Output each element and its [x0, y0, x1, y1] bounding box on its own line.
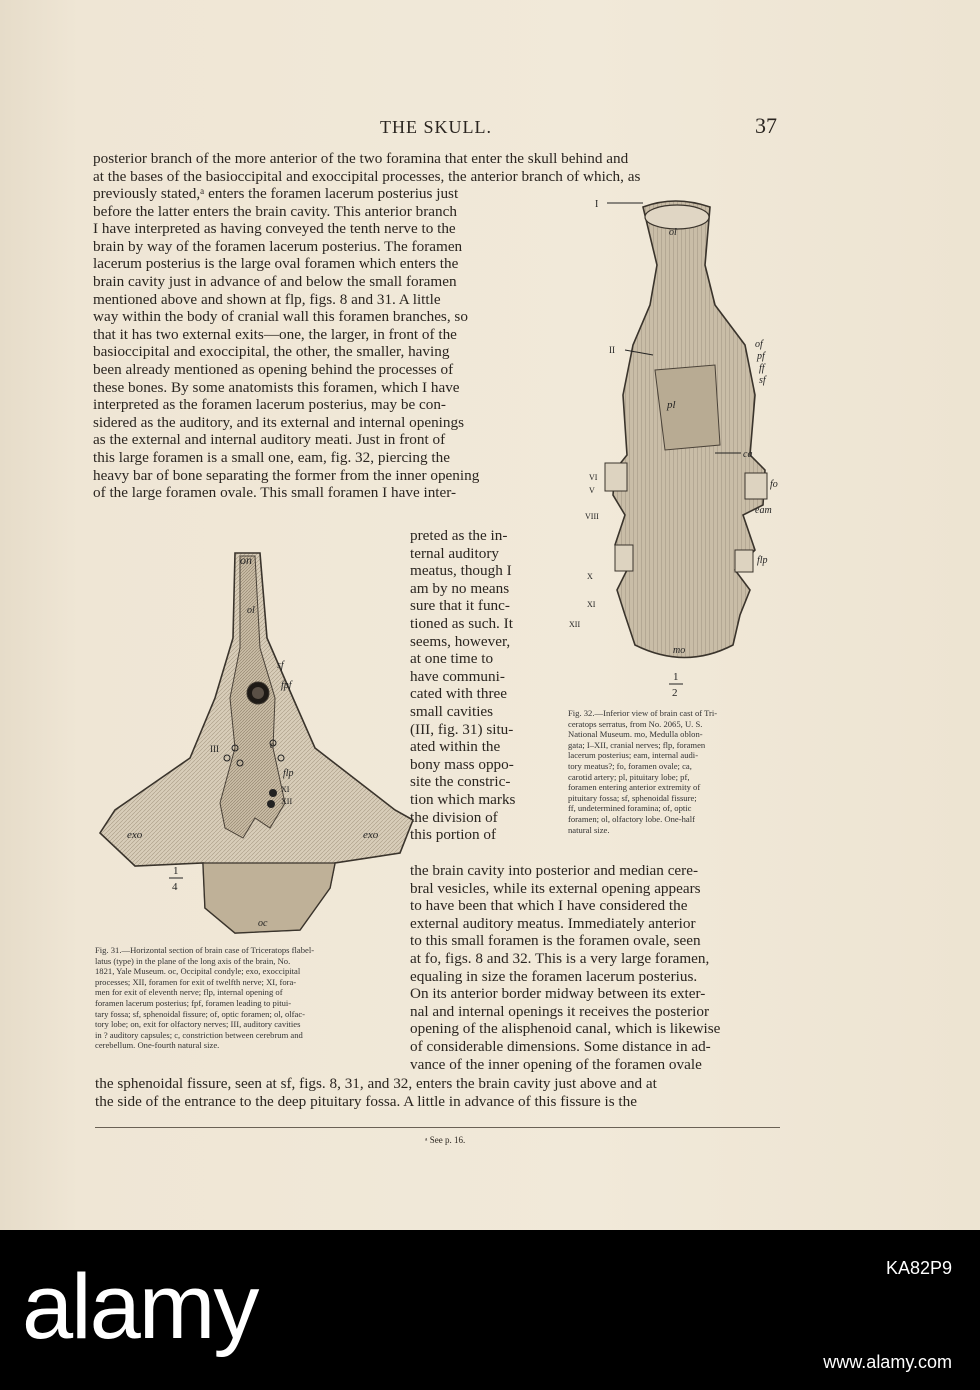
- text-line: tion which marks: [410, 790, 516, 808]
- text-line: equaling in size the foramen lacerum posterius.: [410, 967, 698, 985]
- text-line: I have interpreted as having conveyed the tenth nerve to the: [93, 220, 456, 238]
- text-line: brain by way of the foramen lacerum posterius. The foramen: [93, 237, 463, 255]
- fpf-foramen-inner: [252, 687, 264, 699]
- fig31-label-fpf: fpf: [281, 680, 292, 691]
- pituitary-lobe: [655, 365, 720, 450]
- occipital-condyle: [203, 863, 335, 933]
- text-line: before the latter enters the brain cavity. This anterior branch: [93, 202, 457, 220]
- fig31-label-xii: XII: [281, 797, 293, 806]
- footnote: ᵃ See p. 16.: [425, 1135, 466, 1145]
- fig31-label-ol: ol: [247, 605, 255, 616]
- fig32-illustration: [565, 195, 790, 700]
- text-line: On its anterior border midway between its exter-: [410, 985, 706, 1003]
- foramen-xii: [267, 800, 275, 808]
- fig32-scale-num: 1: [673, 671, 679, 683]
- page-number: 37: [755, 113, 777, 138]
- text-line: am by no means: [410, 579, 510, 597]
- text-line: heavy bar of bone separating the former from the inner opening: [93, 466, 480, 484]
- nerve-stub-left: [605, 463, 627, 491]
- fig31-label-on: on: [240, 553, 252, 567]
- fig31-label-c: c: [270, 740, 274, 750]
- caption-line: natural size.: [568, 824, 610, 835]
- caption-line: National Museum. mo, Medulla oblon-: [568, 729, 703, 740]
- fig31-scale-den: 4: [172, 881, 178, 893]
- fig31-label-exo-right: exo: [363, 829, 379, 841]
- text-line: been already mentioned as opening behind the processes of: [93, 360, 454, 378]
- text-left-block: [93, 185, 555, 502]
- text-line: the division of: [410, 808, 498, 826]
- fig31-label-flp: flp: [283, 768, 294, 779]
- fig31-label-oc: oc: [258, 918, 268, 929]
- fig32-label-v: V: [589, 486, 595, 495]
- fig32-label-sf: sf: [759, 375, 766, 386]
- caption-line: in ? auditory capsules; c, constriction between cerebrum and: [95, 1029, 303, 1040]
- text-line: previously stated,ᵃ enters the foramen lacerum posterius just: [93, 185, 459, 202]
- text-line: interpreted as the foramen lacerum posterius, may be con-: [93, 396, 446, 414]
- caption-line: carotid artery; pl, pituitary lobe; pf,: [568, 771, 690, 782]
- caption-line: ff, undetermined foramina; of, optic: [568, 803, 692, 814]
- caption-line: tary fossa; sf, sphenoidal fissure; of, optic foramen; ol, olfac-: [95, 1008, 306, 1019]
- text-line: ated within the: [410, 738, 501, 756]
- text-line: of the large foramen ovale. This small foramen I have inter-: [93, 484, 457, 502]
- text-line: opening of the alisphenoid canal, which is likewise: [410, 1020, 721, 1038]
- footnote-rule: [95, 1127, 780, 1128]
- fig32-label-flp: flp: [757, 555, 768, 566]
- text-bottom-block: [95, 1075, 780, 1110]
- text-line: seems, however,: [410, 632, 511, 650]
- text-line: sidered as the auditory, and its external and internal openings: [93, 413, 464, 431]
- text-line: basioccipital and exoccipital, the other, the smaller, having: [93, 343, 450, 361]
- fig32-label-ol: ol: [669, 227, 677, 238]
- fig31-label-xi: XI: [281, 785, 290, 794]
- fig32-label-fo: fo: [770, 479, 778, 490]
- text-line: have communi-: [410, 667, 505, 685]
- text-line: to this small foramen is the foramen ovale, seen: [410, 932, 701, 950]
- text-line: meatus, though I: [410, 562, 512, 580]
- caption-line: Fig. 31.—Horizontal section of brain case of Triceratops flabel-: [95, 945, 315, 955]
- fig31-label-iii: III: [210, 744, 219, 754]
- text-line: sure that it func-: [410, 597, 510, 615]
- fig32-label-ca: ca: [743, 449, 753, 460]
- text-line: this large foramen is a small one, eam, fig. 32, piercing the: [93, 448, 450, 466]
- fig32-label-xi: XI: [587, 600, 596, 609]
- caption-line: Fig. 32.—Inferior view of brain cast of Tri-: [568, 708, 718, 718]
- caption-line: 1821, Yale Museum. oc, Occipital condyle; exo, exoccipital: [95, 966, 301, 977]
- caption-line: latus (type) in the plane of the long axis of the brain, No.: [95, 955, 291, 966]
- caption-line: foramen lacerum posterius; fpf, foramen leading to pitui-: [95, 997, 292, 1008]
- fig32-label-eam: eam: [755, 505, 772, 516]
- caption-line: gata; I–XII, cranial nerves; flp, foramen: [568, 739, 706, 750]
- fig31-label-exo-left: exo: [127, 829, 143, 841]
- caption-line: processes; XII, foramen for exit of twelfth nerve; XI, fora-: [95, 976, 297, 987]
- text-line: mentioned above and shown at flp, figs. 8 and 31. A little: [93, 290, 441, 308]
- text-line: the side of the entrance to the deep pituitary fossa. A little in advance of this fissure is the: [95, 1092, 637, 1110]
- fig32-label-pl: pl: [667, 399, 676, 411]
- fig32-label-vi: VI: [589, 473, 598, 482]
- nerve-stub-x: [615, 545, 633, 571]
- caption-line: foramen; ol, olfactory lobe. One-half: [568, 813, 695, 824]
- text-line: to have been that which I have considered the: [410, 897, 688, 915]
- caption-line: cerebellum. One-fourth natural size.: [95, 1040, 220, 1051]
- text-line: the brain cavity into posterior and median cere-: [410, 862, 699, 879]
- text-line: vance of the inner opening of the foramen ovale: [410, 1055, 702, 1073]
- text-line: nal and internal openings it receives the posterior: [410, 1002, 710, 1020]
- fig31-scale-num: 1: [173, 865, 179, 877]
- fig32-label-viii: VIII: [585, 512, 599, 521]
- text-line: small cavities: [410, 702, 494, 720]
- text-line: site the constric-: [410, 773, 511, 791]
- text-narrow-column: [410, 527, 555, 844]
- text-line: bony mass oppo-: [410, 755, 514, 773]
- fig32-label-x: X: [587, 572, 593, 581]
- text-line: (III, fig. 31) situ-: [410, 720, 514, 738]
- text-line: cated with three: [410, 685, 507, 703]
- fig32-caption: [568, 708, 783, 835]
- fig32-scale-den: 2: [672, 687, 678, 699]
- text-mid-block: [410, 862, 780, 1073]
- text-line: this portion of: [410, 826, 497, 844]
- fig32-label-of: of: [755, 339, 763, 350]
- caption-line: pituitary fossa; sf, sphenoidal fissure;: [568, 792, 697, 803]
- brand-logo: alamy: [22, 1256, 258, 1358]
- fig32-label-pf: pf: [757, 351, 765, 362]
- text-line: bral vesicles, while its external opening appears: [410, 879, 701, 897]
- text-line: of considerable dimensions. Some distance in ad-: [410, 1037, 711, 1055]
- text-line: at fo, figs. 8 and 32. This is a very large foramen,: [410, 949, 710, 967]
- image-id: KA82P9: [885, 1258, 952, 1278]
- text-line: at the bases of the basioccipital and exoccipital processes, the anterior branch of which, as: [93, 167, 641, 185]
- text-line: posterior branch of the more anterior of the two foramina that enter the skull behind and: [93, 150, 629, 167]
- text-line: as the external and internal auditory meati. Just in front of: [93, 431, 446, 449]
- text-line: preted as the in-: [410, 527, 508, 544]
- running-header: [0, 113, 980, 141]
- fig32-label-ii: II: [609, 345, 615, 355]
- caption-line: men for exit of eleventh nerve; flp, internal opening of: [95, 987, 283, 998]
- site-credit: www.alamy.com: [823, 1352, 952, 1372]
- foramen-xi: [269, 789, 277, 797]
- fig31-label-sf: sf: [277, 660, 284, 671]
- fo-stub: [745, 473, 767, 499]
- text-line: the sphenoidal fissure, seen at sf, figs. 8, 31, and 32, enters the brain cavity just above and at: [95, 1075, 657, 1092]
- flp-stub: [735, 550, 753, 572]
- caption-line: lacerum posterius; eam, internal audi-: [568, 750, 699, 761]
- fig32-label-mo: mo: [673, 645, 686, 656]
- running-title: THE SKULL.: [380, 117, 492, 137]
- fig32-label-i: I: [595, 199, 599, 210]
- caption-line: foramen entering anterior extremity of: [568, 782, 701, 793]
- caption-line: tory meatus?; fo, foramen ovale; ca,: [568, 760, 692, 771]
- text-line: that it has two external exits—one, the larger, in front of the: [93, 325, 457, 343]
- text-line: at one time to: [410, 650, 494, 668]
- fig31-illustration: [95, 548, 415, 938]
- fig31-caption: [95, 945, 395, 1051]
- text-line: tioned as such. It: [410, 614, 513, 632]
- caption-line: ceratops serratus, from No. 2065, U. S.: [568, 718, 703, 729]
- text-line: ternal auditory: [410, 544, 499, 562]
- text-top-block: [93, 150, 779, 185]
- fig32-label-ff: ff: [759, 363, 765, 374]
- text-line: these bones. By some anatomists this foramen, which I have: [93, 378, 460, 396]
- text-line: way within the body of cranial wall this foramen branches, so: [93, 308, 468, 326]
- text-line: brain cavity just in advance of and below the small foramen: [93, 272, 457, 290]
- text-line: lacerum posterius is the large oval foramen which enters the: [93, 255, 459, 273]
- text-line: external auditory meatus. Immediately anterior: [410, 914, 696, 932]
- caption-line: tory lobe; on, exit for olfactory nerves; III, auditory cavities: [95, 1019, 301, 1030]
- olfactory-lobe-tip: [645, 205, 709, 229]
- fig32-label-xii: XII: [569, 620, 581, 629]
